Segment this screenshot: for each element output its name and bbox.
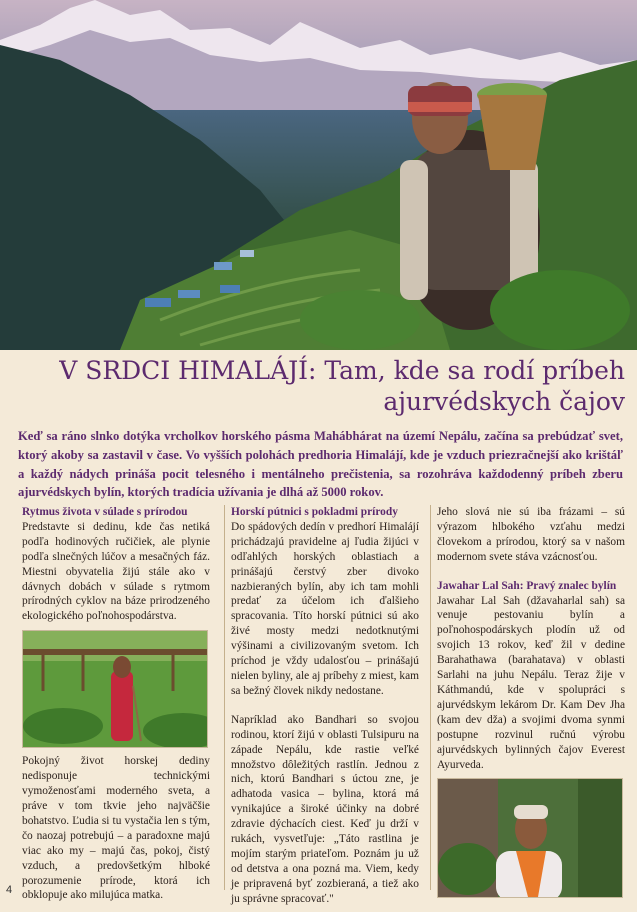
page-number: 4 bbox=[6, 884, 13, 896]
hero-illustration bbox=[0, 0, 637, 350]
article-title: V SRDCI HIMALÁJÍ: Tam, kde sa rodí príbeh ajurvédskych čajov bbox=[59, 356, 625, 416]
jawahar-portrait-photo bbox=[437, 778, 623, 898]
hero-photo bbox=[0, 0, 637, 350]
jawahar-portrait-illustration bbox=[438, 779, 623, 897]
paragraph: Do spádových dedín v predhorí Himalájí prichádzajú pravidelne aj ľudia žijúci v odľahlých horských oblastiach a prinášajú čerstvý zber divoko nazbieraných bylín, aby ich tam mohli predať za účelom ich ďalšieho spracovania. Títo horskí pútnici sú ako živé mosty medzi nedotknutými výšinami a civilizovaným svetom. Ich príchod je vždy udalosťou – prinášajú nielen byliny, ale aj príbehy z miest, kam sa bežný človek nikdy nedostane. bbox=[231, 520, 419, 697]
column-divider bbox=[224, 505, 225, 890]
paragraph: Napríklad ako Bandhari so svojou rodinou, ktorí žijú v oblasti Tulsipuru na západe Nepálu, kde rastie veľké množstvo dôležitých rastlín. Jednou z nich, ktorú Bandhari s úctou zne, je adhatoda vasica – bylina, ktorá má vynikajúce a široké účinky na dobré zdravie dýchacích ciest. Keď ju drží v rukách, vysvetľuje: „Táto rastlina je mojím starým priateľom. Poznám ju už od detstva a ona pozná ma. Viem, kedy je pripravená byť zozbieraná, a tiež ako ju správne spracovať." bbox=[231, 713, 419, 905]
paragraph: Jeho slová nie sú iba frázami – sú výrazom hlbokého vzťahu medzi človekom a prírodou, ktorý sa v našom modernom svete stáva vzácnosťou. bbox=[437, 506, 625, 563]
paragraph: Pokojný život horskej dediny nedisponuje technickými vymoženosťami moderného sveta, a práve v tom tkvie jeho najväčšie bohatstvo. Ľudia si tu vystačia len s tým, čo naozaj potrebujú – a paradoxne majú viac ako my – majú čas, pokoj, čistý vzduch, a predovšetkým hlboké porozumenie prírode, ktorá ich obklopuje ako milujúca matka. bbox=[22, 755, 210, 902]
column-3 bbox=[437, 505, 625, 904]
village-woman-illustration bbox=[23, 631, 208, 747]
paragraph: Jawahar Lal Sah (džavaharlal sah) sa venuje pestovaniu bylín a poľnohospodárskych plodín už od svojich 13 rokov, keď žil v dedine Barahathawa (barahatava) v oblasti Sarlahi na juhu Nepálu. Teraz žije v Káthmandú, kde v spolupráci s ajurvédskym lekárom Dr. Kam Dev Jha (kam dev dža) a svojimi dvoma synmi postupne rozvinul ručnú výrobu ajurvédskych bylinných čajov Everest Ayurveda. bbox=[437, 594, 625, 771]
column-1 bbox=[22, 505, 210, 903]
section-heading-pilgrims: Horskí pútnici s pokladmi prírody bbox=[231, 506, 398, 518]
section-heading-jawahar: Jawahar Lal Sah: Pravý znalec bylín bbox=[437, 579, 617, 592]
village-woman-photo bbox=[22, 630, 208, 748]
paragraph: Predstavte si dedinu, kde čas netiká podľa hodinových ručičiek, ale plynie podľa slnečných lúčov a mesačných fáz. Miestni obyvatelia žijú stále ako v dávnych dobách v súlade s rytmom prírodných cyklov na báze prirodzeného ekologického poľnohospodárstva. bbox=[22, 520, 210, 623]
column-divider bbox=[430, 505, 431, 890]
column-2 bbox=[231, 505, 419, 907]
lead-paragraph: Keď sa ráno slnko dotýka vrcholkov horského pásma Mahábhárat na území Nepálu, začína sa prebúdzať svet, ktorý akoby sa zastavil v čase. Vo vyšších polohách predhoria Himalájí, kde je vzduch priezračnejší ako krištáľ a každý nádych prináša pocit telesného i mentálneho prečistenia, sa rozohráva každodenný príbeh zberu ajurvédskych bylín, ktorých tradícia užívania je dlhá až 5000 rokov. bbox=[18, 429, 623, 500]
section-heading-rhythm: Rytmus života v súlade s prírodou bbox=[22, 506, 188, 518]
